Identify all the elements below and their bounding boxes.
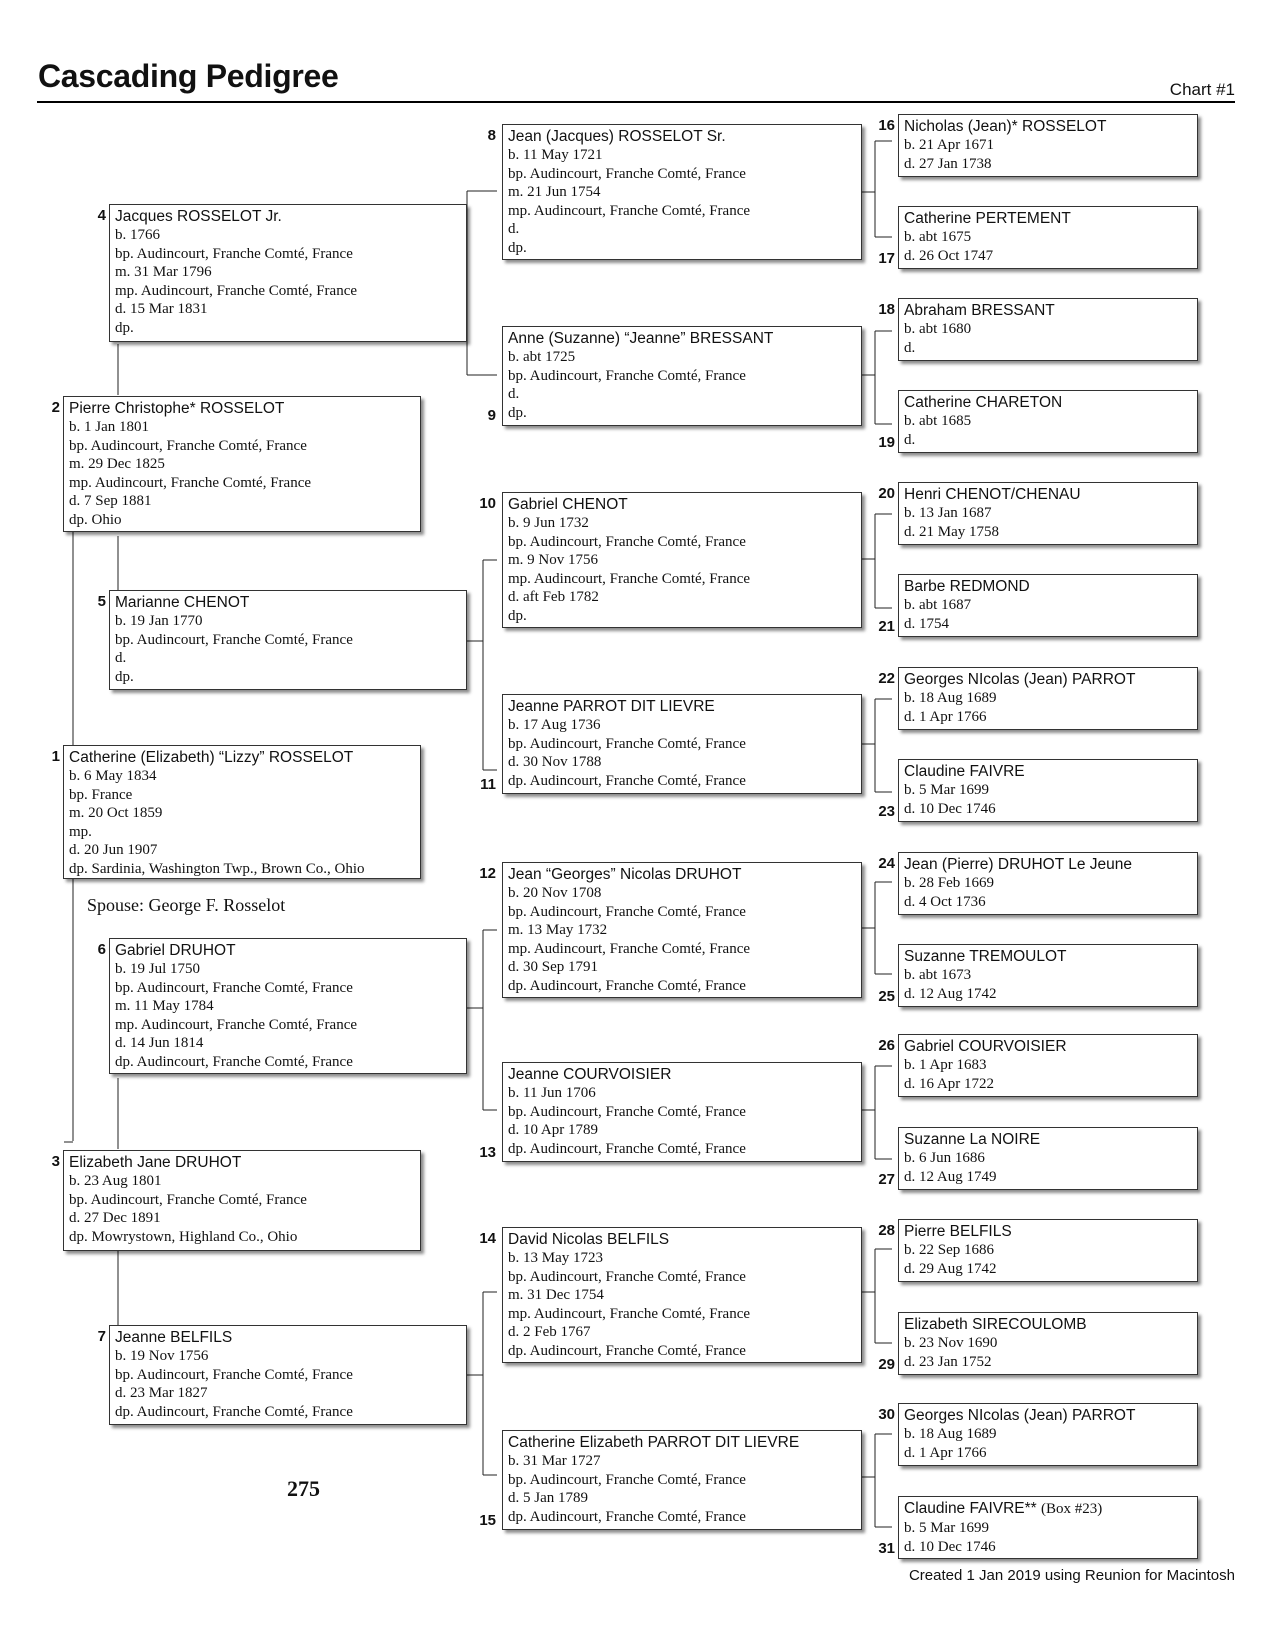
person-8-death-place: dp. (508, 239, 527, 256)
person-16-death: d. 27 Jan 1738 (904, 155, 992, 172)
person-29-name: Elizabeth SIRECOULOMB (904, 1316, 1087, 1333)
person-1-box[interactable] (63, 745, 421, 879)
person-3-death: d. 27 Dec 1891 (69, 1210, 161, 1226)
person-4-number: 4 (97, 207, 106, 224)
person-7-birth: b. 19 Nov 1756 (115, 1348, 209, 1364)
person-6-number: 6 (97, 941, 106, 958)
person-17-birth: b. abt 1675 (904, 229, 972, 245)
person-23-number: 23 (878, 803, 895, 820)
person-19-box[interactable] (898, 390, 1198, 453)
person-11-death: d. 30 Nov 1788 (508, 754, 602, 770)
person-11-box[interactable] (502, 694, 862, 794)
person-28-number: 28 (878, 1222, 895, 1239)
person-10-birth: b. 9 Jun 1732 (508, 515, 589, 531)
person-12-box[interactable] (502, 862, 862, 998)
person-21-death: d. 1754 (904, 615, 949, 632)
person-10-marriage: m. 9 Nov 1756 (508, 552, 598, 568)
person-14-box[interactable] (502, 1227, 862, 1363)
person-14-death-place: dp. Audincourt, Franche Comté, France (508, 1342, 746, 1359)
person-6-name: Gabriel DRUHOT (115, 942, 236, 959)
connector-6 (462, 930, 497, 1110)
person-20-number: 20 (878, 485, 895, 502)
person-9-name: Anne (Suzanne) “Jeanne” BRESSANT (508, 330, 774, 347)
chart-number: Chart #1 (1169, 80, 1235, 99)
person-28-box[interactable] (898, 1219, 1198, 1282)
person-19-name: Catherine CHARETON (904, 394, 1063, 411)
person-17-number: 17 (878, 250, 895, 267)
person-14-birth: b. 13 May 1723 (508, 1250, 603, 1266)
person-12-birthplace: bp. Audincourt, Franche Comté, France (508, 903, 746, 920)
person-15-number: 15 (479, 1512, 496, 1529)
person-12-name: Jean “Georges” Nicolas DRUHOT (508, 866, 742, 883)
person-1-marriage: m. 20 Oct 1859 (69, 805, 163, 821)
person-24-number: 24 (878, 855, 895, 872)
person-13-birthplace: bp. Audincourt, Franche Comté, France (508, 1103, 746, 1120)
person-4-death-place: dp. (115, 319, 134, 336)
person-2-death-place: dp. Ohio (69, 511, 122, 528)
person-12-death-place: dp. Audincourt, Franche Comté, France (508, 977, 746, 994)
person-12-marriage: m. 13 May 1732 (508, 922, 608, 938)
person-3-death-place: dp. Mowrystown, Highland Co., Ohio (69, 1228, 298, 1245)
person-3-birthplace: bp. Audincourt, Franche Comté, France (69, 1191, 307, 1208)
person-1-death-place: dp. Sardinia, Washington Twp., Brown Co., Ohio (69, 860, 365, 877)
connector-7 (462, 1292, 497, 1475)
person-28-death: d. 29 Aug 1742 (904, 1260, 997, 1277)
person-26-box[interactable] (898, 1034, 1198, 1097)
person-6-death-place: dp. Audincourt, Franche Comté, France (115, 1053, 353, 1070)
person-30-name: Georges NIcolas (Jean) PARROT (904, 1407, 1136, 1424)
person-14-birthplace: bp. Audincourt, Franche Comté, France (508, 1268, 746, 1285)
person-4-birthplace: bp. Audincourt, Franche Comté, France (115, 245, 353, 262)
person-2-name: Pierre Christophe* ROSSELOT (69, 400, 285, 417)
person-9-death: d. (508, 386, 520, 402)
person-2-marriage: m. 29 Dec 1825 (69, 456, 165, 472)
person-30-number: 30 (878, 1406, 895, 1423)
person-17-death: d. 26 Oct 1747 (904, 247, 994, 264)
person-29-death: d. 23 Jan 1752 (904, 1353, 992, 1370)
person-3-birth: b. 23 Aug 1801 (69, 1173, 162, 1189)
connector-12 (861, 882, 892, 974)
person-14-marriage: m. 31 Dec 1754 (508, 1287, 604, 1303)
person-29-birth: b. 23 Nov 1690 (904, 1335, 998, 1351)
person-12-marriage-place: mp. Audincourt, Franche Comté, France (508, 940, 751, 957)
person-9-number: 9 (487, 407, 496, 424)
person-18-name: Abraham BRESSANT (904, 302, 1055, 319)
person-24-name: Jean (Pierre) DRUHOT Le Jeune (904, 856, 1132, 873)
person-1-birthplace: bp. France (69, 786, 133, 803)
person-7-death-place: dp. Audincourt, Franche Comté, France (115, 1403, 353, 1420)
person-7-number: 7 (97, 1328, 106, 1345)
person-23-box[interactable] (898, 759, 1198, 822)
person-9-death-place: dp. (508, 404, 527, 421)
person-2-death: d. 7 Sep 1881 (69, 493, 152, 509)
person-1-marriage-place: mp. (69, 823, 92, 840)
person-22-name: Georges NIcolas (Jean) PARROT (904, 671, 1136, 688)
person-23-name: Claudine FAIVRE (904, 763, 1025, 780)
person-16-number: 16 (878, 117, 895, 134)
person-3-number: 3 (51, 1153, 60, 1170)
person-24-birth: b. 28 Feb 1669 (904, 875, 994, 891)
person-5-number: 5 (97, 593, 106, 610)
person-5-box[interactable] (109, 590, 467, 690)
person-8-birth: b. 11 May 1721 (508, 147, 603, 163)
person-22-death: d. 1 Apr 1766 (904, 708, 987, 725)
person-9-birth: b. abt 1725 (508, 349, 576, 365)
person-25-number: 25 (878, 988, 895, 1005)
person-8-death: d. (508, 221, 520, 237)
person-26-name: Gabriel COURVOISIER (904, 1038, 1067, 1055)
person-11-number: 11 (480, 776, 496, 793)
person-8-name: Jean (Jacques) ROSSELOT Sr. (508, 128, 726, 145)
person-25-box[interactable] (898, 944, 1198, 1007)
person-17-name: Catherine PERTEMENT (904, 210, 1071, 227)
person-19-birth: b. abt 1685 (904, 413, 972, 429)
person-8-box[interactable] (502, 124, 862, 260)
person-10-birthplace: bp. Audincourt, Franche Comté, France (508, 533, 746, 550)
person-13-death: d. 10 Apr 1789 (508, 1122, 598, 1138)
person-21-birth: b. abt 1687 (904, 597, 972, 613)
person-22-birth: b. 18 Aug 1689 (904, 690, 997, 706)
person-1-number: 1 (51, 748, 60, 765)
connector-8 (861, 141, 892, 237)
person-4-box[interactable] (109, 204, 467, 342)
person-23-birth: b. 5 Mar 1699 (904, 782, 989, 798)
person-18-box[interactable] (898, 298, 1198, 361)
person-16-box[interactable] (898, 114, 1198, 177)
person-18-birth: b. abt 1680 (904, 321, 972, 337)
connector-14 (861, 1249, 892, 1343)
person-16-birth: b. 21 Apr 1671 (904, 137, 994, 153)
person-15-name: Catherine Elizabeth PARROT DIT LIEVRE (508, 1434, 800, 1451)
person-13-name: Jeanne COURVOISIER (508, 1066, 672, 1083)
person-5-birth: b. 19 Jan 1770 (115, 613, 203, 629)
person-13-birth: b. 11 Jun 1706 (508, 1085, 596, 1101)
connector-13 (861, 1066, 892, 1159)
page-title: Cascading Pedigree (38, 58, 339, 94)
person-30-birth: b. 18 Aug 1689 (904, 1426, 997, 1442)
person-16-name: Nicholas (Jean)* ROSSELOT (904, 118, 1107, 135)
person-2-box[interactable] (63, 396, 421, 532)
spouse-note: Spouse: George F. Rosselot (87, 895, 286, 915)
connector-10 (861, 514, 892, 608)
person-19-death: d. (904, 431, 916, 448)
person-31-name: Claudine FAIVRE** (904, 1500, 1037, 1517)
person-6-death: d. 14 Jun 1814 (115, 1035, 204, 1051)
person-12-birth: b. 20 Nov 1708 (508, 885, 602, 901)
person-31-name-row (904, 1499, 1192, 1519)
person-15-death-place: dp. Audincourt, Franche Comté, France (508, 1508, 746, 1525)
person-17-box[interactable] (898, 206, 1198, 269)
person-8-number: 8 (487, 127, 496, 144)
connector-15 (861, 1434, 892, 1527)
person-31-death: d. 10 Dec 1746 (904, 1538, 996, 1555)
person-5-name: Marianne CHENOT (115, 594, 250, 611)
person-8-marriage-place: mp. Audincourt, Franche Comté, France (508, 202, 751, 219)
person-30-death: d. 1 Apr 1766 (904, 1444, 987, 1461)
person-4-death: d. 15 Mar 1831 (115, 301, 208, 317)
person-19-number: 19 (878, 434, 895, 451)
person-14-number: 14 (479, 1230, 496, 1247)
person-20-birth: b. 13 Jan 1687 (904, 505, 992, 521)
person-10-box[interactable] (502, 492, 862, 628)
connector-9 (861, 331, 892, 424)
person-12-death: d. 30 Sep 1791 (508, 959, 598, 975)
person-4-birth: b. 1766 (115, 227, 160, 243)
person-11-name: Jeanne PARROT DIT LIEVRE (508, 698, 715, 715)
person-31-box[interactable] (898, 1496, 1198, 1559)
person-21-number: 21 (878, 618, 895, 635)
person-7-birthplace: bp. Audincourt, Franche Comté, France (115, 1366, 353, 1383)
person-26-death: d. 16 Apr 1722 (904, 1075, 994, 1092)
person-2-marriage-place: mp. Audincourt, Franche Comté, France (69, 474, 312, 491)
person-31-birth: b. 5 Mar 1699 (904, 1520, 989, 1536)
person-9-box[interactable] (502, 326, 862, 426)
connector-11 (861, 699, 892, 792)
person-10-marriage-place: mp. Audincourt, Franche Comté, France (508, 570, 751, 587)
person-15-death: d. 5 Jan 1789 (508, 1490, 588, 1506)
person-20-death: d. 21 May 1758 (904, 523, 999, 540)
person-26-birth: b. 1 Apr 1683 (904, 1057, 987, 1073)
person-2-number: 2 (51, 399, 60, 416)
person-27-birth: b. 6 Jun 1686 (904, 1150, 985, 1166)
person-31-number: 31 (878, 1540, 895, 1557)
person-27-number: 27 (878, 1171, 895, 1188)
person-3-name: Elizabeth Jane DRUHOT (69, 1154, 242, 1171)
person-11-death-place: dp. Audincourt, Franche Comté, France (508, 772, 746, 789)
person-4-marriage: m. 31 Mar 1796 (115, 264, 212, 280)
person-2-birthplace: bp. Audincourt, Franche Comté, France (69, 437, 307, 454)
person-25-death: d. 12 Aug 1742 (904, 985, 997, 1002)
person-28-name: Pierre BELFILS (904, 1223, 1012, 1240)
person-27-box[interactable] (898, 1127, 1198, 1190)
person-13-box[interactable] (502, 1062, 862, 1162)
person-4-name: Jacques ROSSELOT Jr. (115, 208, 282, 225)
person-8-birthplace: bp. Audincourt, Franche Comté, France (508, 165, 746, 182)
person-21-name: Barbe REDMOND (904, 578, 1030, 595)
person-13-number: 13 (479, 1144, 496, 1161)
person-1-death: d. 20 Jun 1907 (69, 842, 158, 858)
person-31-box-reference: (Box #23) (1041, 1501, 1103, 1517)
person-10-death: d. aft Feb 1782 (508, 589, 599, 605)
person-11-birth: b. 17 Aug 1736 (508, 717, 601, 733)
person-21-box[interactable] (898, 574, 1198, 637)
person-2-birth: b. 1 Jan 1801 (69, 419, 149, 435)
person-7-name: Jeanne BELFILS (115, 1329, 233, 1346)
person-8-marriage: m. 21 Jun 1754 (508, 184, 601, 200)
person-15-birthplace: bp. Audincourt, Franche Comté, France (508, 1471, 746, 1488)
person-24-death: d. 4 Oct 1736 (904, 893, 986, 910)
person-5-death-place: dp. (115, 668, 134, 685)
person-28-birth: b. 22 Sep 1686 (904, 1242, 994, 1258)
person-13-death-place: dp. Audincourt, Franche Comté, France (508, 1140, 746, 1157)
person-25-birth: b. abt 1673 (904, 967, 972, 983)
person-14-name: David Nicolas BELFILS (508, 1231, 670, 1248)
person-29-box[interactable] (898, 1312, 1198, 1375)
person-23-death: d. 10 Dec 1746 (904, 800, 996, 817)
footer-credit: Created 1 Jan 2019 using Reunion for Macintosh (908, 1567, 1235, 1584)
connector-4 (462, 191, 497, 375)
page-number: 275 (287, 1476, 320, 1501)
person-7-box[interactable] (109, 1325, 467, 1425)
person-6-marriage-place: mp. Audincourt, Franche Comté, France (115, 1016, 358, 1033)
person-25-name: Suzanne TREMOULOT (904, 948, 1067, 965)
person-10-death-place: dp. (508, 607, 527, 624)
person-22-box[interactable] (898, 667, 1198, 730)
connector-5 (462, 560, 497, 770)
person-5-birthplace: bp. Audincourt, Franche Comté, France (115, 631, 353, 648)
person-27-name: Suzanne La NOIRE (904, 1131, 1041, 1148)
person-20-box[interactable] (898, 482, 1198, 545)
person-1-birth: b. 6 May 1834 (69, 768, 157, 784)
person-18-number: 18 (878, 301, 895, 318)
person-5-death: d. (115, 650, 127, 666)
person-18-death: d. (904, 339, 916, 356)
person-7-death: d. 23 Mar 1827 (115, 1385, 208, 1401)
person-6-birthplace: bp. Audincourt, Franche Comté, France (115, 979, 353, 996)
person-15-birth: b. 31 Mar 1727 (508, 1453, 601, 1469)
person-20-name: Henri CHENOT/CHENAU (904, 486, 1081, 503)
person-3-box[interactable] (63, 1150, 421, 1251)
person-24-box[interactable] (898, 852, 1198, 915)
person-22-number: 22 (878, 670, 895, 687)
person-4-marriage-place: mp. Audincourt, Franche Comté, France (115, 282, 358, 299)
person-12-number: 12 (479, 865, 496, 882)
person-6-marriage: m. 11 May 1784 (115, 998, 214, 1014)
person-27-death: d. 12 Aug 1749 (904, 1168, 997, 1185)
person-29-number: 29 (878, 1356, 895, 1373)
person-10-name: Gabriel CHENOT (508, 496, 628, 513)
person-14-death: d. 2 Feb 1767 (508, 1324, 591, 1340)
person-15-box[interactable] (502, 1430, 862, 1530)
person-10-number: 10 (479, 495, 496, 512)
person-14-marriage-place: mp. Audincourt, Franche Comté, France (508, 1305, 751, 1322)
person-26-number: 26 (878, 1037, 895, 1054)
person-11-birthplace: bp. Audincourt, Franche Comté, France (508, 735, 746, 752)
person-6-birth: b. 19 Jul 1750 (115, 961, 201, 977)
person-1-name: Catherine (Elizabeth) “Lizzy” ROSSELOT (69, 749, 354, 766)
person-9-birthplace: bp. Audincourt, Franche Comté, France (508, 367, 746, 384)
person-6-box[interactable] (109, 938, 467, 1074)
person-30-box[interactable] (898, 1403, 1198, 1466)
